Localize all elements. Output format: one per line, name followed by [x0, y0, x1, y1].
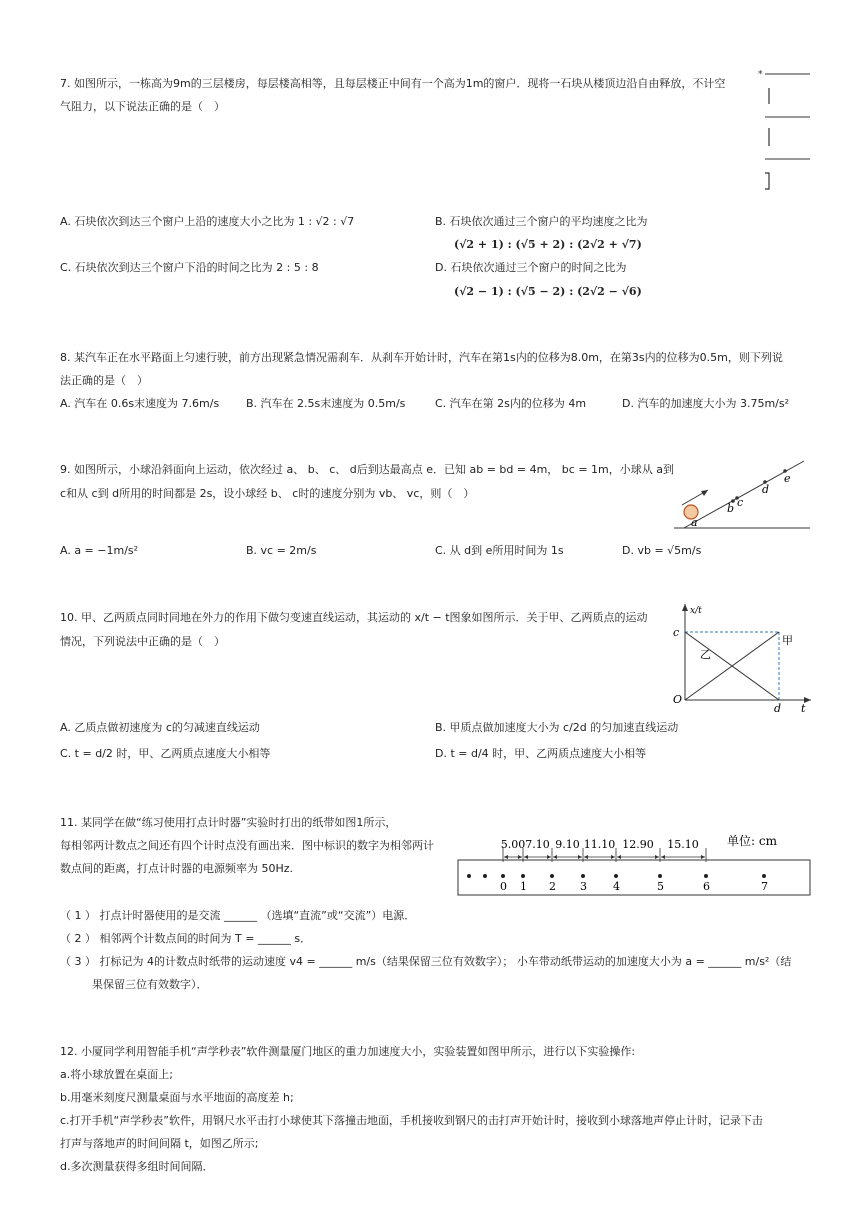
- tape-point-4: [614, 874, 618, 878]
- tape-arrowhead: [504, 855, 508, 859]
- q10-option-c: C. t = d/2 时，甲、乙两质点速度大小相等: [60, 747, 271, 760]
- q11-sub2: （ 2 ） 相邻两个计数点间的时间为 T = ______ s．: [60, 932, 312, 945]
- tape-arrowhead: [611, 855, 615, 859]
- q10-fig-origin: O: [673, 693, 683, 706]
- tape-arrowhead: [617, 855, 621, 859]
- q10-fig-d: d: [774, 702, 782, 715]
- tape-point-6: [704, 874, 708, 878]
- tape-point-label-0: 0: [500, 880, 507, 893]
- tape-arrowhead: [553, 855, 557, 859]
- q11-tape-unit: 单位: cm: [727, 834, 777, 848]
- tape-point-label-2: 2: [549, 880, 556, 893]
- tape-arrowhead: [524, 855, 528, 859]
- svg-text:*: *: [758, 70, 763, 80]
- q7-stem-line1: 7. 如图所示，一栋高为9m的三层楼房，每层楼高相等，且每层楼正中间有一个高为1m的窗户．现将一石块从楼顶边沿自由释放，不计空: [60, 77, 726, 90]
- q10-option-b: B. 甲质点做加速度大小为 c/2d 的匀加速直线运动: [435, 721, 679, 734]
- q8-stem-line2: 法正确的是（ ）: [60, 374, 148, 387]
- q7-option-a: A. 石块依次到达三个窗户上沿的速度大小之比为 1 : √2 : √7: [60, 215, 355, 228]
- tape-point-7: [762, 874, 766, 878]
- q10-fig-jia: 甲: [782, 634, 793, 647]
- q8-stem-line1: 8. 某汽车正在水平路面上匀速行驶，前方出现紧急情况需刹车．从刹车开始计时，汽车在第1s内的位移为8.0m，在第3s内的位移为0.5m，则下列说: [60, 351, 783, 364]
- q12-step-d: d.多次测量获得多组时间间隔．: [60, 1160, 214, 1173]
- tape-arrowhead: [547, 855, 551, 859]
- tape-lead-dot: [467, 874, 471, 878]
- q10-graph-figure: [665, 600, 815, 715]
- tape-point-1: [521, 874, 525, 878]
- q9-fig-label-e: e: [784, 472, 791, 485]
- q12-step-b: b.用毫米刻度尺测量桌面与水平地面的高度差 h;: [60, 1091, 294, 1104]
- tape-point-label-6: 6: [703, 880, 710, 893]
- q9-stem-line2: c和从 c到 d所用的时间都是 2s，设小球经 b、 c时的速度分别为 vb、 vc，则（ ）: [60, 487, 475, 500]
- tape-distance-label: 11.10: [583, 838, 616, 851]
- q11-stem-line1: 11. 某同学在做“练习使用打点计时器”实验时打出的纸带如图1所示，: [60, 816, 397, 829]
- tape-point-5: [658, 874, 662, 878]
- tape-distance-label: 9.10: [555, 838, 580, 851]
- q10-option-a: A. 乙质点做初速度为 c的匀减速直线运动: [60, 721, 260, 734]
- tape-distance-label: 12.90: [622, 838, 654, 851]
- q9-stem-line1: 9. 如图所示，小球沿斜面向上运动，依次经过 a、 b、 c、 d后到达最高点 e．已知 ab = bd = 4m， bc = 1m，小球从 a到: [60, 463, 674, 476]
- q8-option-b: B. 汽车在 2.5s末速度为 0.5m/s: [246, 397, 406, 410]
- q9-option-a: A. a = −1m/s²: [60, 544, 139, 557]
- q9-incline-figure: [670, 455, 815, 535]
- q10-fig-xlabel: t: [801, 702, 806, 715]
- tape-arrowhead: [655, 855, 659, 859]
- q11-stem-line2: 每相邻两计数点之间还有四个计时点没有画出来．图中标识的数字为相邻两计: [60, 839, 434, 852]
- q12-step-c-line2: 打声与落地声的时间间隔 t，如图乙所示;: [60, 1137, 259, 1150]
- q7-option-b-line2: (√2 + 1) : (√5 + 2) : (2√2 + √7): [454, 238, 642, 251]
- tape-distance-label: 7.10: [525, 838, 550, 851]
- q11-sub3-line2: 果保留三位有效数字）．: [92, 978, 208, 991]
- q8-option-d: D. 汽车的加速度大小为 3.75m/s²: [622, 397, 790, 410]
- q11-sub1: （ 1 ） 打点计时器使用的是交流 ______ （选填“直流”或“交流”）电源．: [60, 909, 416, 922]
- tape-arrowhead: [518, 855, 522, 859]
- q9-option-c: C. 从 d到 e所用时间为 1s: [435, 544, 564, 557]
- tape-point-label-7: 7: [761, 880, 768, 893]
- q12-step-c-line1: c.打开手机“声学秒表”软件，用钢尺水平击打小球使其下落撞击地面，手机接收到钢尺的击打声开始计时，接收到小球落地声停止计时，记录下击: [60, 1114, 763, 1127]
- q7-option-d-line2: (√2 − 1) : (√5 − 2) : (2√2 − √6): [454, 285, 642, 298]
- q10-fig-yi: 乙: [700, 648, 711, 661]
- q7-building-figure: [755, 66, 815, 196]
- q8-option-c: C. 汽车在第 2s内的位移为 4m: [435, 397, 587, 410]
- q12-step-a: a.将小球放置在桌面上;: [60, 1068, 173, 1081]
- tape-arrowhead: [661, 855, 665, 859]
- q11-tape-figure: [455, 830, 811, 898]
- q9-fig-label-b: b: [727, 502, 735, 515]
- tape-arrowhead: [701, 855, 705, 859]
- q7-option-d-line1: D. 石块依次通过三个窗户的时间之比为: [435, 261, 627, 274]
- q10-stem-line1: 10. 甲、乙两质点同时同地在外力的作用下做匀变速直线运动，其运动的 x/t − t图象如图所示．关于甲、乙两质点的运动: [60, 611, 648, 624]
- q9-fig-label-a: a: [691, 516, 698, 529]
- tape-point-label-1: 1: [520, 880, 527, 893]
- q7-stem-line2: 气阻力，以下说法正确的是（ ）: [60, 100, 225, 113]
- tape-point-label-3: 3: [580, 880, 587, 893]
- q7-option-b-line1: B. 石块依次通过三个窗户的平均速度之比为: [435, 215, 648, 228]
- tape-distance-label: 15.10: [667, 838, 699, 851]
- q11-stem-line3: 数点间的距离，打点计时器的电源频率为 50Hz.: [60, 862, 294, 875]
- q10-option-d: D. t = d/4 时，甲、乙两质点速度大小相等: [435, 747, 647, 760]
- q9-fig-label-c: c: [737, 496, 744, 509]
- tape-lead-dot: [483, 874, 487, 878]
- tape-point-0: [501, 874, 505, 878]
- q9-option-d: D. vb = √5m/s: [622, 544, 702, 557]
- q12-stem: 12. 小厦同学利用智能手机“声学秒表”软件测量厦门地区的重力加速度大小，实验装置如图甲所示，进行以下实验操作:: [60, 1045, 636, 1058]
- tape-arrowhead: [578, 855, 582, 859]
- q10-fig-c: c: [673, 626, 680, 639]
- tape-point-label-4: 4: [613, 880, 620, 893]
- q11-sub3-line1: （ 3 ） 打标记为 4的计数点时纸带的运动速度 v4 = ______ m/s（结果保留三位有效数字）； 小车带动纸带运动的加速度大小为 a = ______ m/s²（结: [60, 955, 792, 968]
- tape-point-2: [550, 874, 554, 878]
- tape-distance-label: 5.00: [500, 838, 526, 851]
- q9-fig-label-d: d: [762, 483, 770, 496]
- q7-option-c: C. 石块依次到达三个窗户下沿的时间之比为 2 : 5 : 8: [60, 261, 319, 274]
- q8-option-a: A. 汽车在 0.6s末速度为 7.6m/s: [60, 397, 220, 410]
- tape-point-3: [581, 874, 585, 878]
- tape-arrowhead: [584, 855, 588, 859]
- q10-stem-line2: 情况，下列说法中正确的是（ ）: [60, 635, 225, 648]
- tape-point-label-5: 5: [657, 880, 664, 893]
- q10-fig-ylabel: x/t: [690, 606, 702, 616]
- q9-option-b: B. vc = 2m/s: [246, 544, 317, 557]
